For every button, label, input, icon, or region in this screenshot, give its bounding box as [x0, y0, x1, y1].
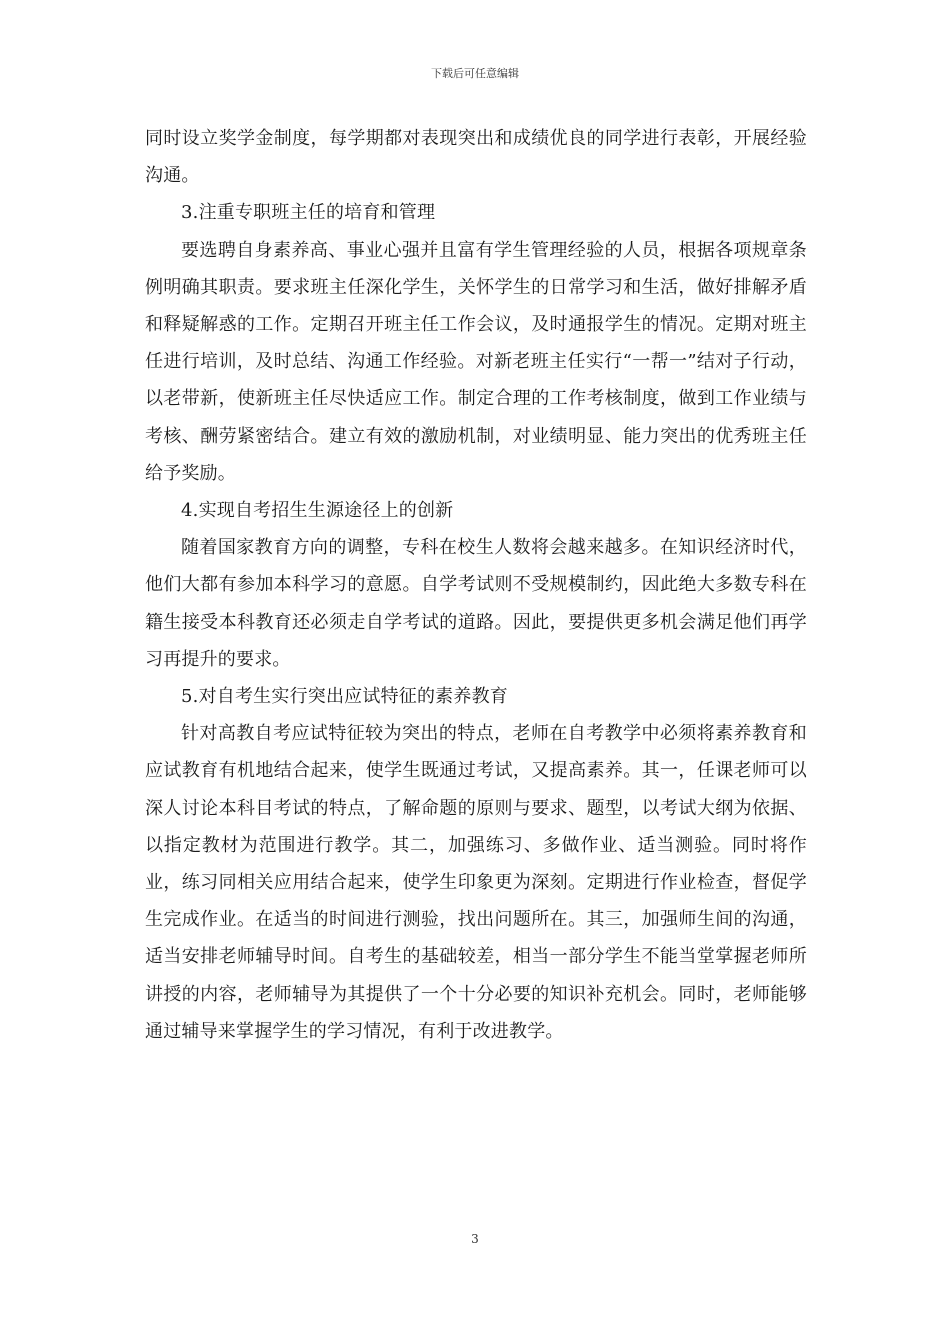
section-heading-5: 5.对自考生实行突出应试特征的素养教育	[181, 686, 508, 708]
paragraph-enrollment: 随着国家教育方向的调整，专科在校生人数将会越来越多。在知识经济时代，他们大都有参加本科学习的意愿。自学考试则不受规模制约，因此绝大多数专科在籍生接受本科教育还必须走自学考试的道路。因此，要提供更多机会满足他们再学习再提升的要求。	[145, 537, 807, 670]
section-heading-4: 4.实现自考招生生源途径上的创新	[181, 500, 454, 522]
paragraph-class-teacher: 要选聘自身素养高、事业心强并且富有学生管理经验的人员，根据各项规章条例明确其职责。要求班主任深化学生，关怀学生的日常学习和生活，做好排解矛盾和释疑解惑的工作。定期召开班主任工作会议，及时通报学生的情况。定期对班主任进行培训，及时总结、沟通工作经验。对新老班主任实行“一帮一”结对子行动，以老带新，使新班主任尽快适应工作。制定合理的工作考核制度，做到工作业绩与考核、酬劳紧密结合。建立有效的激励机制，对业绩明显、能力突出的优秀班主任给予奖励。	[145, 239, 807, 484]
page-header: 下载后可任意编辑	[431, 67, 519, 80]
document-body	[145, 120, 807, 1050]
paragraph-continuation: 同时设立奖学金制度，每学期都对表现突出和成绩优良的同学进行表彰，开展经验沟通。	[145, 128, 807, 187]
paragraph-quality-education: 针对高教自考应试特征较为突出的特点，老师在自考教学中必须将素养教育和应试教育有机地结合起来，使学生既通过考试，又提高素养。其一，任课老师可以深人讨论本科目考试的特点，了解命题的原则与要求、题型，以考试大纲为依据、以指定教材为范围进行教学。其二，加强练习、多做作业、适当测验。同时将作业，练习同相关应用结合起来，使学生印象更为深刻。定期进行作业检查，督促学生完成作业。在适当的时间进行测验，找出问题所在。其三，加强师生间的沟通，适当安排老师辅导时间。自考生的基础较差，相当一部分学生不能当堂掌握老师所讲授的内容，老师辅导为其提供了一个十分必要的知识补充机会。同时，老师能够通过辅导来掌握学生的学习情况，有利于改进教学。	[145, 723, 807, 1042]
page-number: 3	[471, 1232, 479, 1246]
section-heading-3: 3.注重专职班主任的培育和管理	[181, 202, 436, 224]
